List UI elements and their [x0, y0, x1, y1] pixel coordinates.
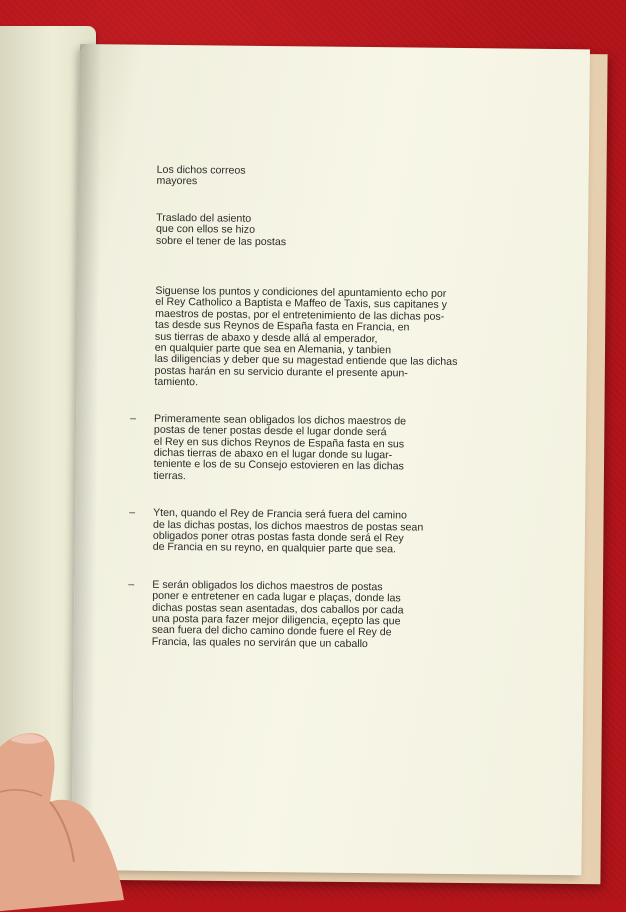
text-line: dichas postas sean asentadas, dos caballos por cada [152, 601, 404, 616]
text-line: Yten, quando el Rey de Francia será fuera del camino [153, 506, 407, 522]
article-1 [130, 412, 494, 485]
text-line: obligados poner otras postas fasta donde será el Rey [152, 529, 404, 545]
section-subtitle [156, 213, 496, 251]
text-line: tamiento. [154, 376, 199, 389]
hand-finger [0, 722, 140, 912]
text-line: Traslado del asiento [156, 211, 252, 225]
text-line: poner e entretener en cada lugar e plaças, donde las [152, 589, 401, 605]
text-line: Siguense los puntos y condiciones del apuntamiento echo por [155, 284, 447, 300]
text-line: en qualquier parte que sea en Alemania, y tanbien [154, 341, 392, 357]
text-line: tas desde sus Reynos de España fasta en Francia, en [154, 319, 410, 334]
article-3 [128, 578, 493, 652]
text-line: Francia, las quales no servirán que un caballo [151, 635, 368, 650]
text-line: sus tierras de abaxo y desde allá al emperador, [154, 330, 378, 345]
text-line: el Rey en sus dichos Reynos de España fasta en sus [153, 435, 405, 450]
text-line: sean fuera del dicho camino donde fuere el Rey de [151, 624, 392, 639]
text-line: maestros de postas, por el entretenimiento de las dichas pos- [155, 307, 445, 323]
right-page [71, 44, 590, 875]
text-line: tierras. [153, 469, 186, 482]
article-2 [129, 506, 493, 557]
text-line: E serán obligados los dichos maestros de postas [152, 578, 383, 593]
text-line: Primeramente sean obligados los dichos maestros de [154, 412, 407, 428]
list-dash: – [128, 578, 135, 591]
intro-paragraph [154, 286, 495, 392]
list-dash: – [129, 506, 136, 519]
text-line: Los dichos correos [156, 163, 246, 177]
text-line: las diligencias y deber que su magestad entiende que las dichas [154, 353, 458, 369]
text-line: postas de tener postas desde el lugar donde será [153, 423, 387, 439]
list-dash: – [130, 412, 137, 425]
text-line: una posta para fazer mejor diligencia, eçepto las que [151, 612, 401, 628]
section-title [157, 165, 497, 191]
text-line: dichas tierras de abaxo en el lugar donde su lugar- [153, 446, 393, 462]
text-line: teniente e los de su Consejo estovieren en las dichas [153, 458, 404, 473]
text-line: que con ellos se hizo [156, 223, 256, 237]
text-line: postas harán en su servicio durante el presente apun- [154, 364, 408, 380]
text-line: de Francia en su reyno, en qualquier parte que sea. [152, 541, 397, 556]
text-line: mayores [156, 175, 198, 188]
page-text [128, 163, 496, 678]
text-line: sobre el tener de las postas [155, 234, 287, 248]
text-line: el Rey Catholico a Baptista e Maffeo de Taxis, sus capitanes y [155, 296, 448, 312]
text-line: de las dichas postas, los dichos maestros de postas sean [152, 518, 424, 534]
